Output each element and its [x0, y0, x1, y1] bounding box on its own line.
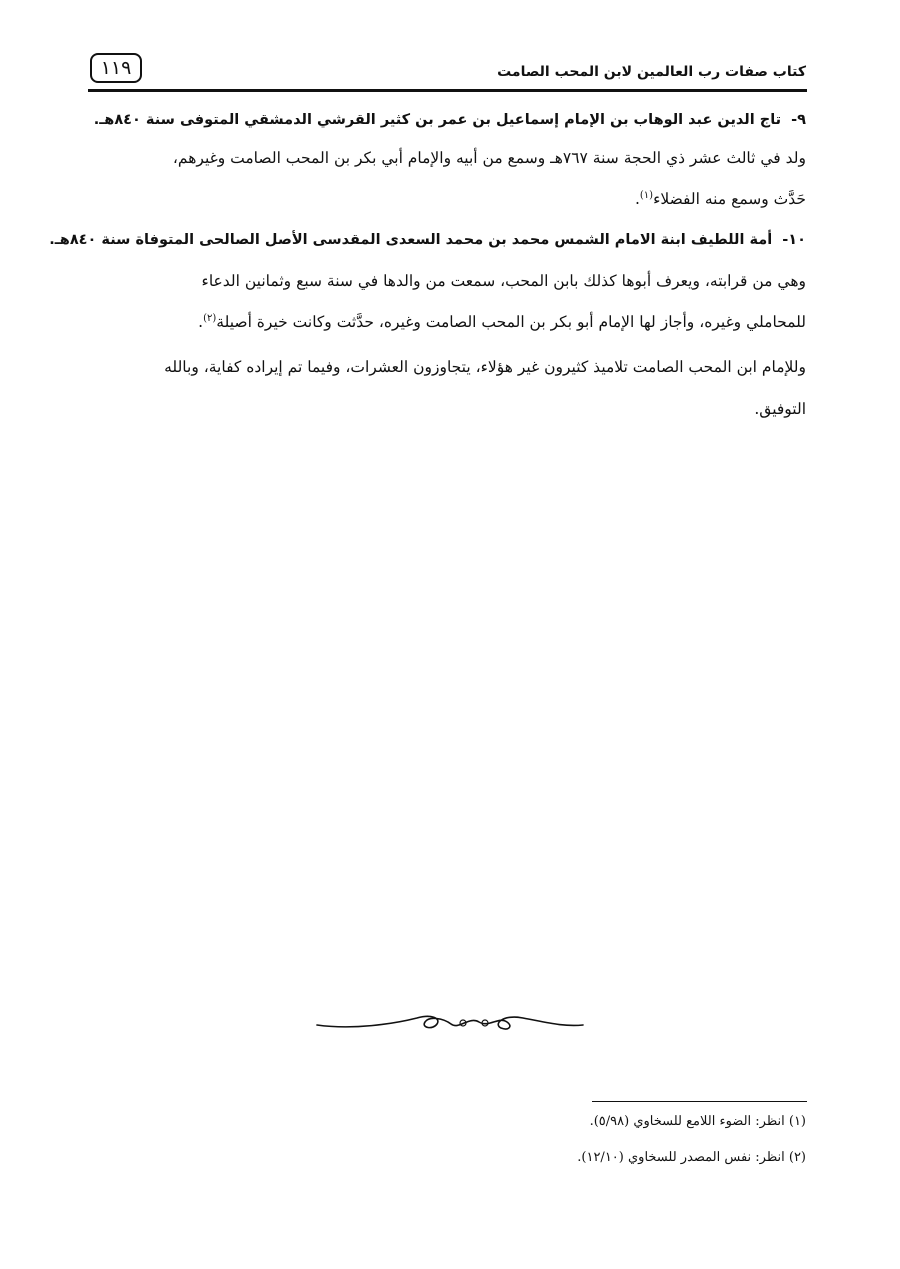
footnote-1: (١) انظر: الضوء اللامع للسخاوي (٥/٩٨). — [589, 1114, 806, 1129]
footnote-2: (٢) انظر: نفس المصدر للسخاوي (١٢/١٠). — [577, 1150, 806, 1165]
book-title: كتاب صفات رب العالمين لابن المحب الصامت — [497, 64, 806, 80]
page-number: ١١٩ — [100, 57, 132, 79]
entry-9-line-1: ولد في ثالث عشر ذي الحجة سنة ٧٦٧هـ وسمع من أبيه والإمام أبي بكر بن المحب الصامت وغيرهم، — [172, 149, 806, 167]
ornament-divider — [313, 1004, 587, 1044]
footnote-ref-1[interactable]: (١) — [639, 189, 654, 201]
footnote-ref-2[interactable]: (٢) — [203, 312, 217, 324]
entry-10-heading-text: أمة اللطيف ابنة الامام الشمس محمد بن محمد السعدى المقدسى الأصل الصالحى المتوفاة سنة ٨٤٠هـ. — [49, 232, 773, 248]
header-rule — [88, 89, 807, 92]
closing-line-1: وللإمام ابن المحب الصامت تلاميذ كثيرون غير هؤلاء، يتجاوزون العشرات، وفيما تم إيراده كفاية، وبالله — [164, 358, 806, 376]
entry-9-heading-text: تاج الدين عبد الوهاب بن الإمام إسماعيل بن عمر بن كثير القرشي الدمشقي المتوفى سنة ٨٤٠هـ. — [93, 112, 782, 128]
entry-10-number: ١٠- — [782, 232, 806, 248]
entry-10-line-2-text: للمحاملي وغيره، وأجاز لها الإمام أبو بكر بن المحب الصامت وغيره، حدَّثت وكانت خيرة أصيلة — [216, 313, 806, 331]
closing-line-2: التوفيق. — [754, 400, 806, 418]
entry-9-number: ٩- — [791, 112, 806, 128]
page-number-box — [90, 53, 142, 83]
footnote-rule — [592, 1101, 807, 1102]
entry-9-heading — [93, 112, 806, 128]
entry-10-heading — [49, 232, 806, 248]
entry-9-line-2-text: حَدَّث وسمع منه الفضلاء — [653, 190, 806, 208]
entry-9-line-2: حَدَّث وسمع منه الفضلاء$^{(١)}$. — [634, 189, 806, 208]
entry-10-line-1: وهي من قرابته، ويعرف أبوها كذلك بابن المحب، سمعت من والدها في سنة سبع وثمانين الدعاء — [201, 272, 806, 290]
page-header — [90, 50, 806, 92]
entry-10-line-2: للمحاملي وغيره، وأجاز لها الإمام أبو بكر بن المحب الصامت وغيره، حدَّثت وكانت خيرة أصيلة$^{(٢)}$. — [198, 312, 806, 331]
